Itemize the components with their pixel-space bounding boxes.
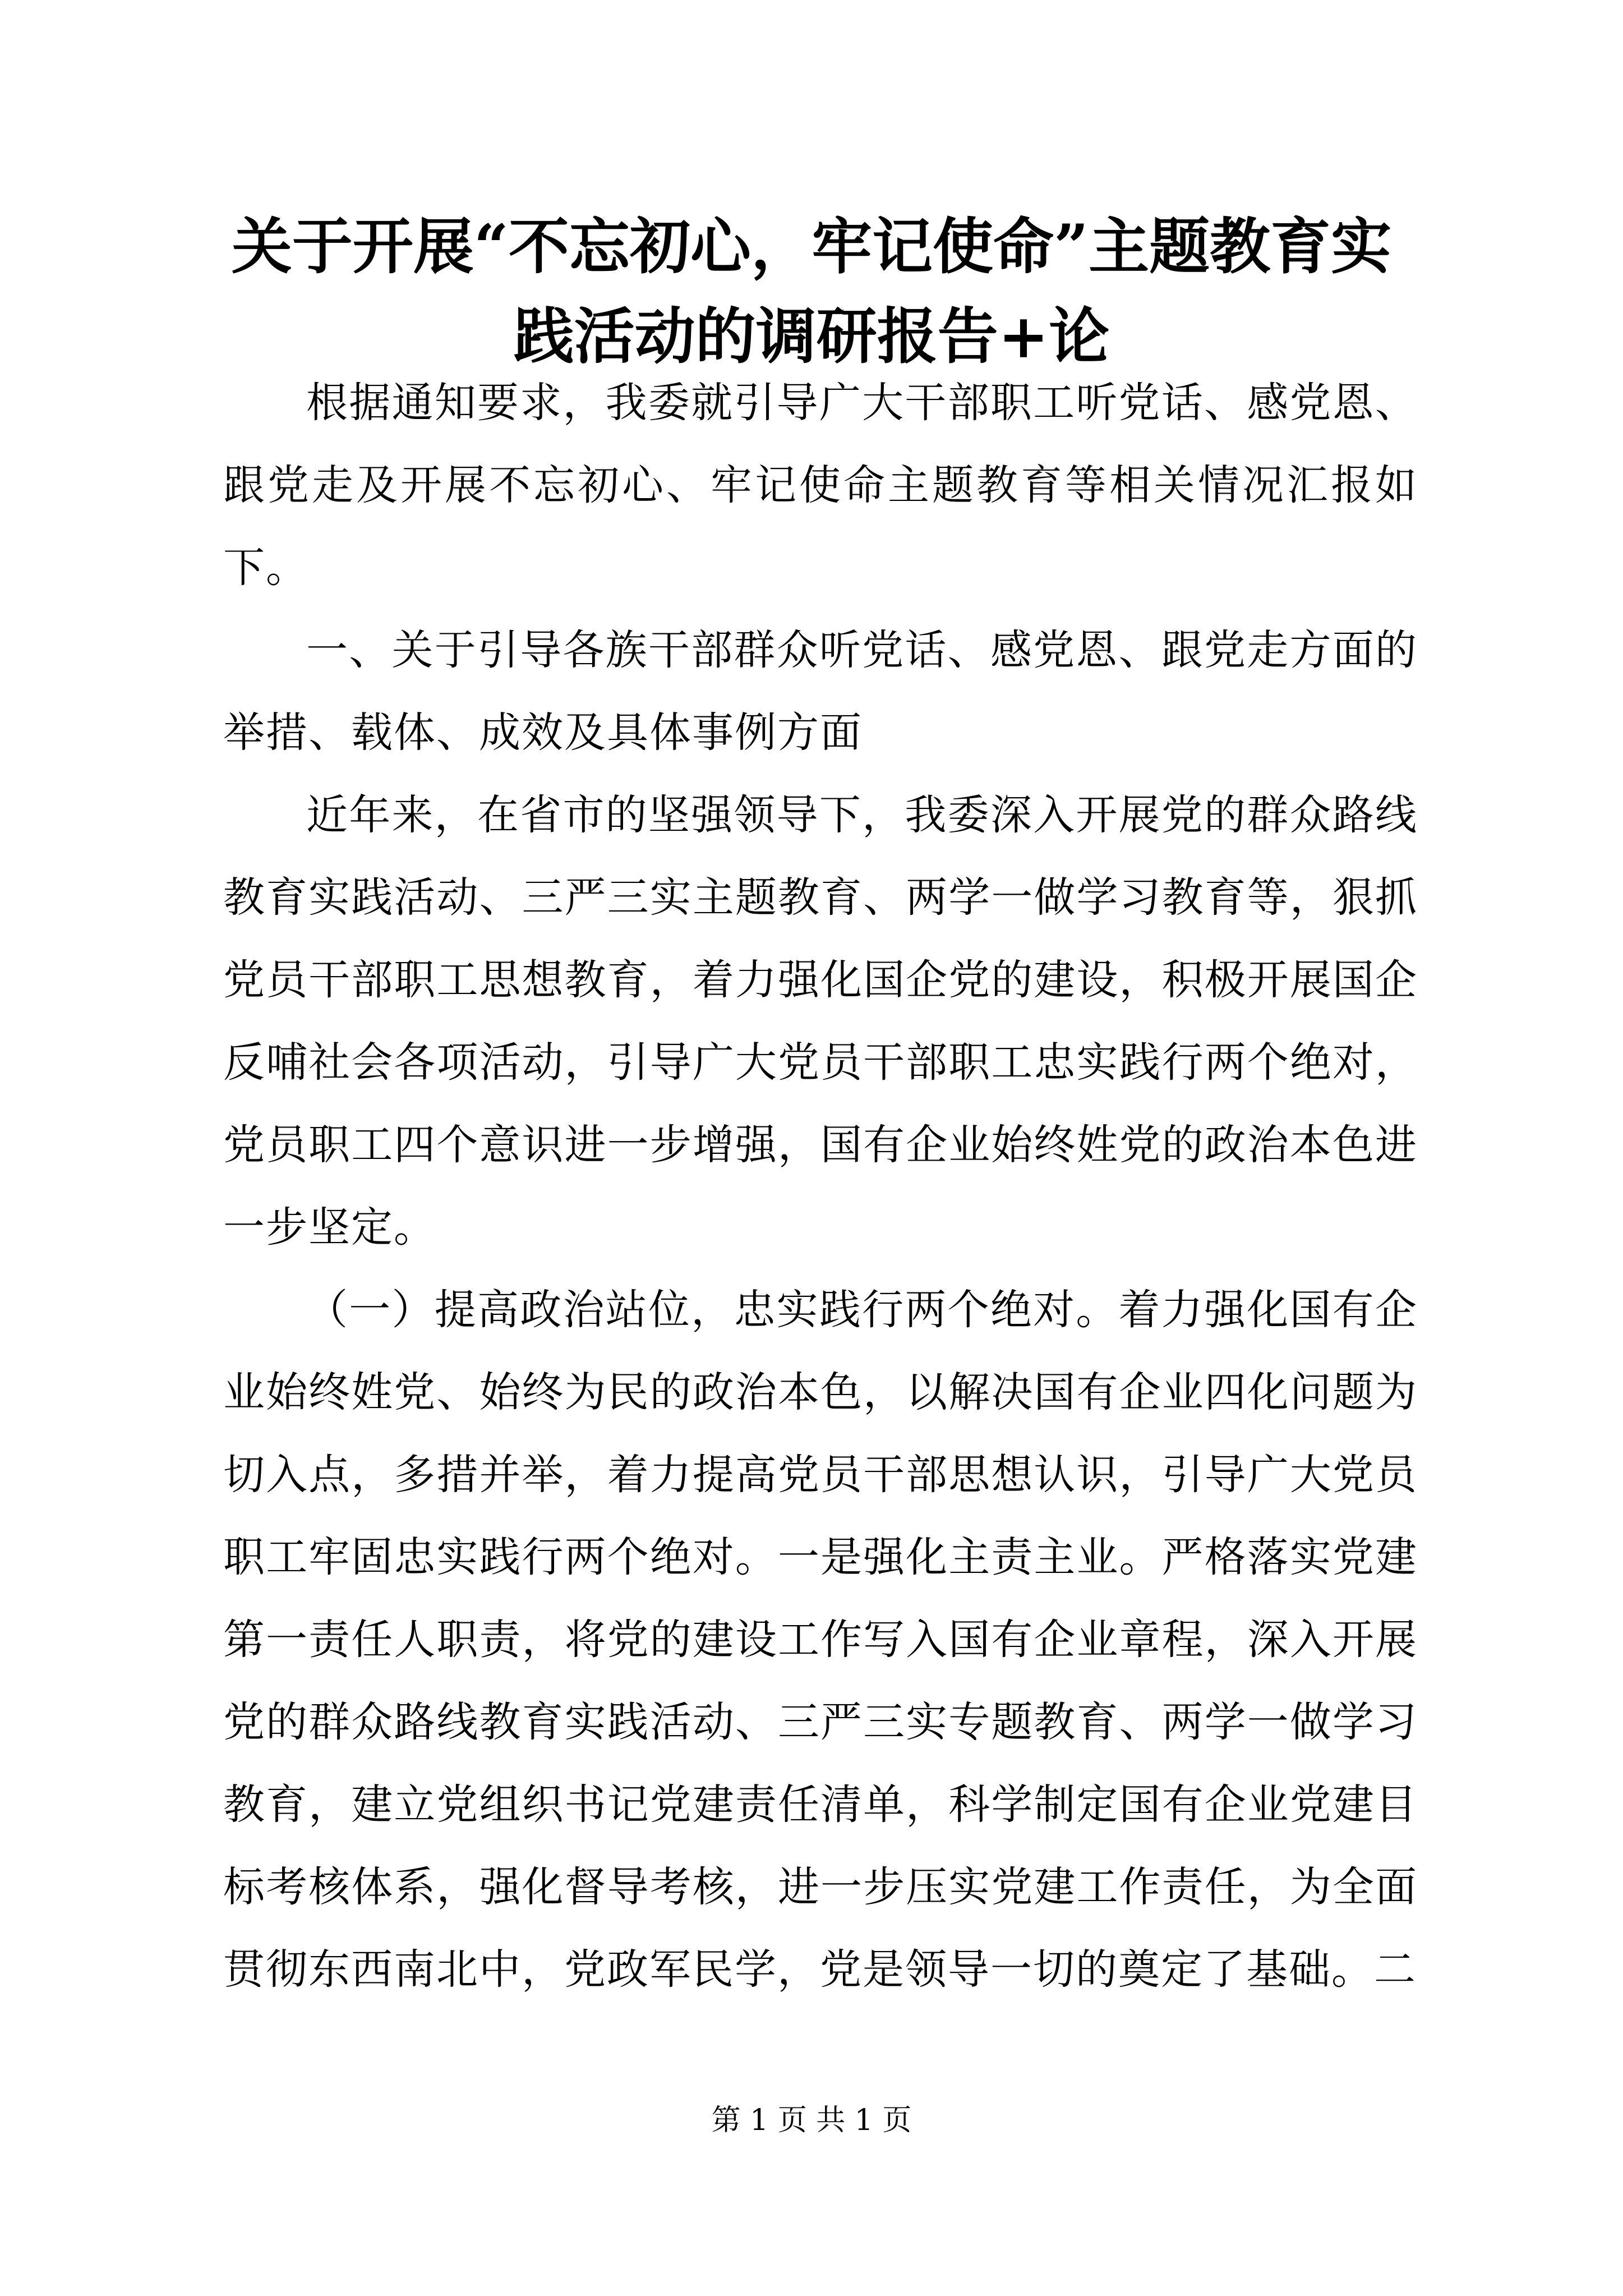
paragraph-point-one: （一）提高政治站位，忠实践行两个绝对。着力强化国有企业始终姓党、始终为民的政治本色，以解决国有企业四化问题为切入点，多措并举，着力提高党员干部思想认识，引导广大党员职工牢固忠实践行两个绝对。一是强化主责主业。严格落实党建第一责任人职责，将党的建设工作写入国有企业章程，深入开展党的群众路线教育实践活动、三严三实专题教育、两学一做学习教育，建立党组织书记党建责任清单，科学制定国有企业党建目标考核体系，强化督导考核，进一步压实党建工作责任，为全面贯彻东西南北中，党政军民学，党是领导一切的奠定了基础。二 <box>223 1286 1418 1994</box>
page-footer: 第 1 页 共 1 页 <box>711 2104 912 2137</box>
paragraph-section-heading: 一、关于引导各族干部群众听党话、感党恩、跟党走方面的举措、载体、成效及具体事例方面 <box>223 626 1418 757</box>
document-title <box>168 202 1455 381</box>
document-body <box>223 362 1418 2011</box>
paragraph-intro: 根据通知要求，我委就引导广大干部职工听党话、感党恩、跟党走及开展不忘初心、牢记使命主题教育等相关情况汇报如下。 <box>223 379 1418 592</box>
title-line-2: 践活动的调研报告+论 <box>513 301 1110 372</box>
title-line-1: 关于开展“不忘初心，牢记使命”主题教育实 <box>231 211 1392 282</box>
paragraph-overview: 近年来，在省市的坚强领导下，我委深入开展党的群众路线教育实践活动、三严三实主题教育、两学一做学习教育等，狠抓党员干部职工思想教育，着力强化国企党的建设，积极开展国企反哺社会各项活动，引导广大党员干部职工忠实践行两个绝对，党员职工四个意识进一步增强，国有企业始终姓党的政治本色进一步坚定。 <box>223 791 1418 1251</box>
